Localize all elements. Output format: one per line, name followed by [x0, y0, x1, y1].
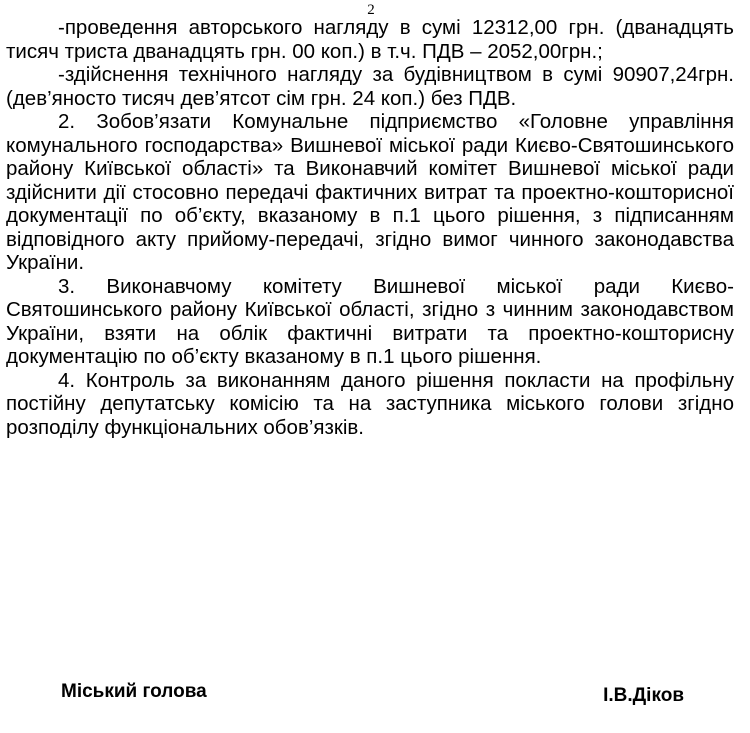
- document-body: [6, 16, 734, 439]
- paragraph-item-4: 4. Контроль за виконанням даного рішення покласти на профільну постійну депутатську комісію та на заступника міського голови згідно розподілу функціональних обов’язків.: [6, 368, 734, 439]
- paragraph-item-2: 2. Зобов’язати Комунальне підприємство «Головне управління комунального господарства» Вишневої міської ради Києво-Святошинського району Київської області» та Виконавчий комітет Вишневої міської ради здійснити дії стосовно передачі фактичних витрат та проектно-кошторисної документації по об’єкту, вказаному в п.1 цього рішення, з підписанням відповідного акту прийому-передачі, згідно вимог чинного законодавства України.: [6, 110, 734, 274]
- signature-name: І.В.Діков: [603, 685, 684, 706]
- paragraph-technical-supervision: -здійснення технічного нагляду за будівництвом в сумі 90907,24грн. (дев’яносто тисяч дев’ятсот сім грн. 24 коп.) без ПДВ.: [6, 63, 734, 110]
- signature-title: Міський голова: [61, 681, 207, 702]
- paragraph-item-3: 3. Виконавчому комітету Вишневої міської ради Києво-Святошинського району Київської області, згідно з чинним законодавством України, взяти на облік фактичні витрати та проектно-кошторисну документацію по об’єкту вказаному в п.1 цього рішення.: [6, 274, 734, 368]
- paragraph-author-supervision: -проведення авторського нагляду в сумі 12312,00 грн. (дванадцять тисяч триста дванадцять грн. 00 коп.) в т.ч. ПДВ – 2052,00грн.;: [6, 16, 734, 63]
- page-number: 2: [367, 2, 375, 18]
